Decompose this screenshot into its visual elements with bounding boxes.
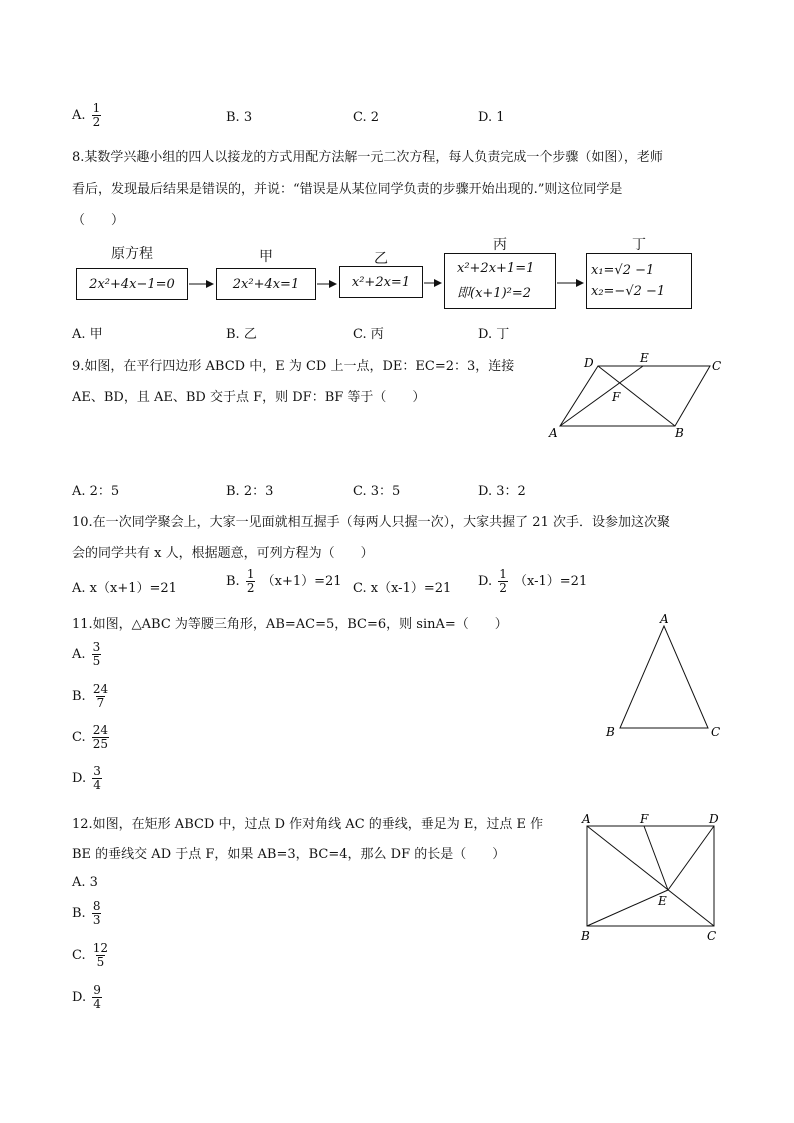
q11-option-d — [72, 765, 104, 792]
flow-ding-eq-2: x₂=−√2 −1 — [591, 284, 666, 299]
point-f-label: F — [612, 390, 621, 404]
segment-be — [587, 890, 668, 926]
q8-stem-line-2: 看后，发现最后结果是错误的，并说：“错误是从某位同学负责的步骤开始出现的.”则这位同学是 — [72, 182, 623, 197]
option-label: C. — [72, 948, 86, 963]
q12-option-a: A. 3 — [72, 875, 98, 890]
fraction — [92, 984, 102, 1011]
flow-label-original: 原方程 — [111, 246, 153, 262]
q12-rectangle-figure — [575, 808, 725, 948]
point-a-label: A — [549, 426, 558, 440]
fraction — [92, 724, 109, 751]
q11-triangle-figure — [600, 610, 730, 740]
q10-option-c: C. x（x-1）=21 — [353, 581, 452, 596]
option-text: （x+1）=21 — [261, 574, 342, 589]
q12-option-b — [72, 900, 103, 927]
q11-stem-line-1: 11.如图，△ABC 为等腰三角形，AB=AC=5，BC=6，则 sinA=（ ） — [72, 617, 508, 632]
point-b-label: B — [581, 929, 590, 943]
fraction-numerator: 1 — [92, 101, 101, 115]
fraction-denominator: 25 — [92, 737, 109, 751]
q8-option-b: B. 乙 — [226, 327, 257, 342]
q9-option-a: A. 2：5 — [72, 484, 120, 499]
point-c-label: C — [711, 725, 721, 739]
fraction — [92, 641, 102, 668]
q12-option-d — [72, 984, 104, 1011]
q11-option-b — [72, 683, 111, 710]
q11-option-c — [72, 724, 111, 751]
flow-label-ding: 丁 — [632, 237, 646, 253]
point-d-label: D — [709, 812, 719, 826]
flow-ding-eq-1: x₁=√2 −1 — [591, 263, 655, 278]
q8-option-d: D. 丁 — [478, 327, 510, 342]
q11-option-a — [72, 641, 103, 668]
fraction-numerator: 1 — [246, 567, 255, 581]
fraction — [92, 683, 109, 710]
q10-stem-line-1: 10.在一次同学聚会上，大家一见面就相互握手（每两人只握一次），大家共握了 21 次手．设参加这次聚 — [72, 515, 670, 530]
q10-option-b — [226, 568, 342, 595]
point-a-label: A — [582, 812, 591, 826]
fraction — [92, 765, 102, 792]
flow-bing-eq-2: 即(x+1)²=2 — [457, 286, 532, 301]
segment-de — [668, 826, 714, 890]
fraction-numerator: 12 — [92, 941, 109, 955]
fraction-denominator: 7 — [96, 696, 105, 710]
q12-stem-line-2: BE 的垂线交 AD 于点 F，如果 AB=3，BC=4，那么 DF 的长是（ ） — [72, 847, 506, 862]
fraction — [92, 942, 109, 969]
option-label: B. — [72, 689, 86, 704]
q9-parallelogram-figure — [540, 350, 730, 442]
q10-option-a: A. x（x+1）=21 — [72, 581, 177, 596]
flow-box-jia: 2x²+4x=1 — [216, 268, 316, 300]
option-label: A. — [72, 647, 86, 662]
q12-option-c — [72, 942, 111, 969]
q7-option-c: C. 2 — [353, 110, 380, 125]
fraction-denominator: 5 — [92, 654, 101, 668]
fraction-denominator: 2 — [92, 115, 101, 129]
q7-option-d: D. 1 — [478, 110, 505, 125]
fraction-numerator: 1 — [499, 567, 507, 581]
q12-stem-line-1: 12.如图，在矩形 ABCD 中，过点 D 作对角线 AC 的垂线，垂足为 E，过点 E 作 — [72, 817, 544, 832]
fraction — [246, 568, 256, 595]
q9-stem-line-2: AE、BD，且 AE、BD 交于点 F，则 DF：BF 等于（ ） — [72, 390, 426, 405]
flow-label-yi: 乙 — [374, 251, 388, 267]
segment-ae — [560, 366, 643, 426]
option-label: D. — [72, 990, 87, 1005]
fraction-numerator: 3 — [92, 640, 101, 654]
q9-option-c: C. 3：5 — [353, 484, 401, 499]
point-c-label: C — [707, 929, 717, 943]
q9-stem-line-1: 9.如图，在平行四边形 ABCD 中，E 为 CD 上一点，DE：EC=2：3，连接 — [72, 359, 515, 374]
parallelogram-abcd — [560, 366, 710, 426]
q10-stem-line-2: 会的同学共有 x 人，根据题意，可列方程为（ ） — [72, 546, 374, 561]
option-label: D. — [72, 771, 87, 786]
q8-option-a: A. 甲 — [72, 327, 103, 342]
fraction-denominator: 3 — [92, 913, 101, 927]
triangle-abc — [620, 626, 708, 728]
fraction-denominator: 4 — [93, 778, 101, 792]
q7-option-b: B. 3 — [226, 110, 253, 125]
point-b-label: B — [675, 426, 684, 440]
fraction-numerator: 24 — [92, 682, 109, 696]
q8-stem-line-1: 8.某数学兴趣小组的四人以接龙的方式用配方法解一元二次方程，每人负责完成一个步骤（如图），老师 — [72, 150, 663, 165]
fraction-numerator: 24 — [92, 723, 109, 737]
fraction — [498, 568, 508, 595]
fraction-numerator: 8 — [92, 899, 101, 913]
fraction-denominator: 4 — [93, 997, 101, 1011]
q10-option-d — [478, 568, 587, 595]
option-label: D. — [478, 574, 493, 589]
point-d-label: D — [584, 356, 594, 370]
flow-label-jia: 甲 — [259, 249, 273, 265]
fraction — [92, 900, 102, 927]
flow-box-yi: x²+2x=1 — [339, 266, 423, 298]
option-label: B. — [226, 574, 240, 589]
q9-option-b: B. 2：3 — [226, 484, 274, 499]
flow-label-bing: 丙 — [493, 237, 507, 253]
q8-option-c: C. 丙 — [353, 327, 384, 342]
flow-bing-eq-1: x²+2x+1=1 — [457, 261, 535, 276]
fraction-numerator: 3 — [93, 764, 101, 778]
flow-box-original: 2x²+4x−1=0 — [76, 268, 188, 300]
fraction-denominator: 2 — [499, 581, 507, 595]
point-a-label: A — [660, 612, 669, 626]
fraction-denominator: 2 — [246, 581, 255, 595]
segment-bd — [598, 366, 675, 426]
option-label: B. — [72, 906, 86, 921]
diagonal-ac — [587, 826, 714, 926]
flow-arrows — [0, 0, 794, 330]
point-b-label: B — [606, 725, 615, 739]
fraction-numerator: 9 — [93, 983, 101, 997]
q9-option-d: D. 3：2 — [478, 484, 526, 499]
q8-stem-line-3: （ ） — [72, 213, 125, 228]
point-e-label: E — [658, 894, 667, 908]
option-label: C. — [72, 730, 86, 745]
point-c-label: C — [712, 359, 722, 373]
point-e-label: E — [640, 351, 649, 365]
option-text: （x-1）=21 — [514, 574, 588, 589]
fraction-denominator: 5 — [96, 955, 105, 969]
point-f-label: F — [640, 812, 649, 826]
option-label: A. — [72, 108, 86, 123]
